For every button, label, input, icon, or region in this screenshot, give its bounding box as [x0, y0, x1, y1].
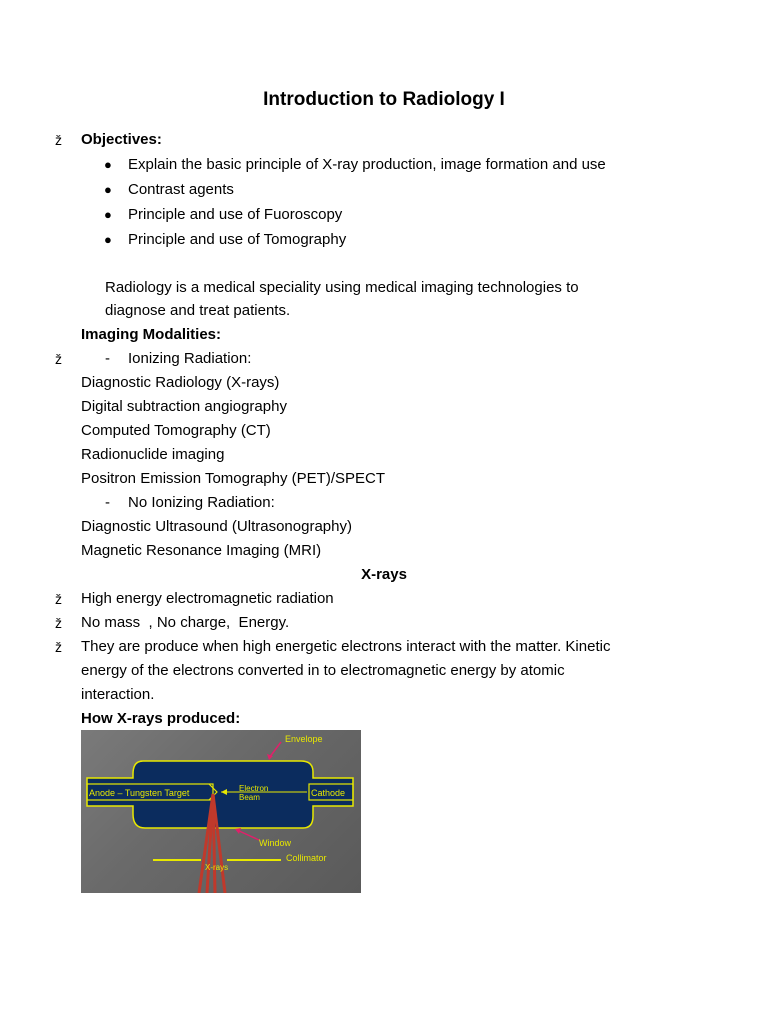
xray-tube-figure [81, 730, 361, 893]
modalities-heading: Imaging Modalities: [81, 326, 222, 343]
non-ionizing-item: Diagnostic Ultrasound (Ultrasonography) [81, 518, 352, 535]
definition-line-1: Radiology is a medical speciality using medical imaging technologies to [105, 279, 579, 296]
xray-point: High energy electromagnetic radiation [81, 590, 334, 607]
page-title: Introduction to Radiology I [263, 89, 505, 110]
list-bullet: ● [104, 182, 112, 197]
bullet-glyph: ž [55, 132, 62, 148]
xrays-heading: X-rays [361, 566, 407, 583]
xray-point: No mass , No charge, Energy. [81, 614, 290, 631]
label-envelope: Envelope [285, 734, 323, 744]
ionizing-item: Radionuclide imaging [81, 446, 225, 463]
dash-marker: - [105, 494, 110, 511]
ionizing-item: Digital subtraction angiography [81, 398, 287, 415]
label-window: Window [259, 838, 292, 848]
non-ionizing-item: Magnetic Resonance Imaging (MRI) [81, 542, 322, 559]
definition-line-2: diagnose and treat patients. [105, 302, 291, 319]
ionizing-item: Computed Tomography (CT) [81, 422, 271, 439]
label-electron: Electron [239, 784, 269, 793]
objective-item: Explain the basic principle of X-ray production, image formation and use [128, 156, 606, 173]
label-xrays: X-rays [205, 863, 229, 872]
xray-tube-diagram [81, 730, 361, 893]
objective-item: Principle and use of Tomography [128, 231, 347, 248]
ionizing-item: Diagnostic Radiology (X-rays) [81, 374, 280, 391]
bullet-glyph: ž [55, 591, 62, 607]
label-cathode: Cathode [311, 788, 346, 798]
xray-point-line: interaction. [81, 686, 155, 703]
bullet-glyph: ž [55, 351, 62, 367]
label-beam: Beam [239, 793, 260, 802]
label-collimator: Collimator [286, 853, 327, 863]
xray-point-line: They are produce when high energetic electrons interact with the matter. Kinetic [81, 638, 611, 655]
ionizing-label: Ionizing Radiation: [128, 350, 252, 367]
non-ionizing-label: No Ionizing Radiation: [128, 494, 275, 511]
label-anode: Anode – Tungsten Target [89, 788, 190, 798]
list-bullet: ● [104, 157, 112, 172]
xray-point-line: energy of the electrons converted in to electromagnetic energy by atomic [81, 662, 565, 679]
how-xrays-heading: How X-rays produced: [81, 710, 241, 727]
list-bullet: ● [104, 232, 112, 247]
dash-marker: - [105, 350, 110, 367]
list-bullet: ● [104, 207, 112, 222]
objective-item: Contrast agents [128, 181, 234, 198]
bullet-glyph: ž [55, 615, 62, 631]
objectives-heading: Objectives: [81, 131, 162, 148]
window-pointer [237, 830, 259, 840]
ionizing-item: Positron Emission Tomography (PET)/SPECT [81, 470, 385, 487]
objective-item: Principle and use of Fuoroscopy [128, 206, 343, 223]
bullet-glyph: ž [55, 639, 62, 655]
